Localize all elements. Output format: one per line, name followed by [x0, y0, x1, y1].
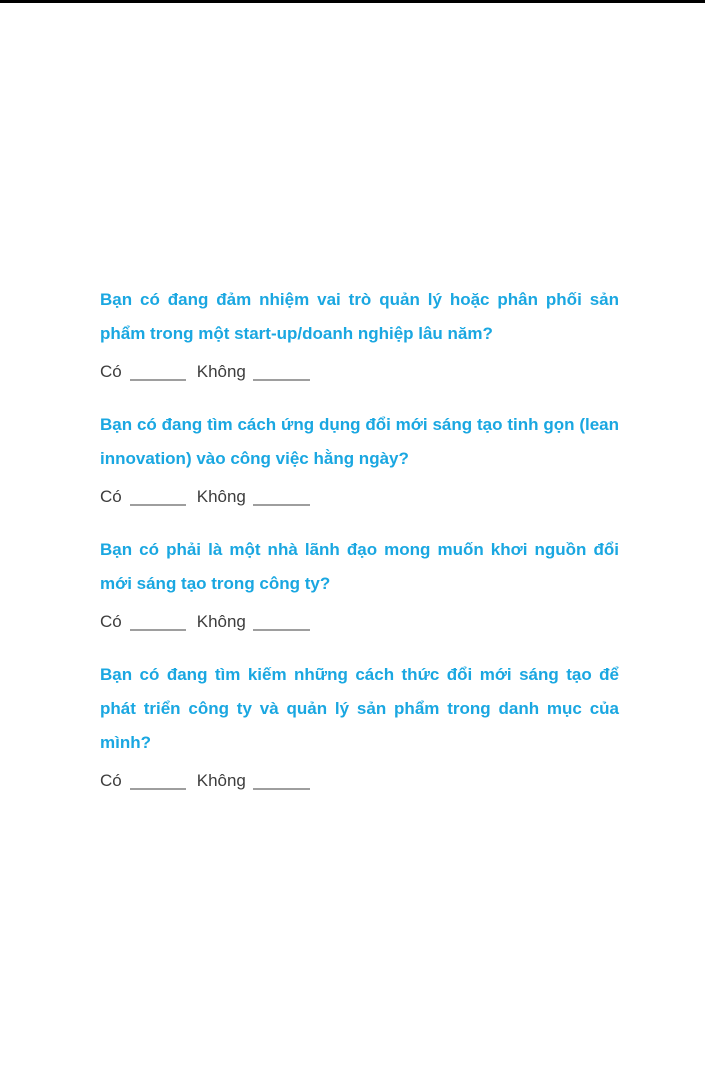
question-text [100, 533, 619, 601]
yes-blank-line [130, 776, 186, 790]
question-line: phẩm trong một start-up/doanh nghiệp lâu năm? [100, 324, 493, 343]
question-line: Bạn có phải là một nhà lãnh đạo mong muốn khơi nguồn đổi [100, 540, 619, 559]
no-blank-line [253, 617, 310, 631]
yes-blank-line [130, 492, 186, 506]
question-line: phát triển công ty và quản lý sản phẩm trong danh mục của [100, 699, 619, 718]
no-label: Không [196, 362, 246, 381]
question-block-3 [100, 533, 619, 639]
answer-row [100, 480, 619, 514]
question-text [100, 283, 619, 351]
question-text [100, 658, 619, 760]
question-line: Bạn có đang đảm nhiệm vai trò quản lý hoặc phân phối sản [100, 290, 619, 309]
question-block-4 [100, 658, 619, 798]
question-line: mới sáng tạo trong công ty? [100, 574, 331, 593]
question-block-2 [100, 408, 619, 514]
yes-label: Có [100, 362, 122, 381]
question-line: innovation) vào công việc hằng ngày? [100, 449, 409, 468]
yes-label: Có [100, 487, 122, 506]
no-label: Không [196, 487, 246, 506]
questionnaire-page [100, 283, 619, 817]
no-blank-line [253, 367, 310, 381]
no-label: Không [196, 771, 246, 790]
answer-row [100, 605, 619, 639]
no-label: Không [196, 612, 246, 631]
answer-row [100, 355, 619, 389]
question-text [100, 408, 619, 476]
yes-label: Có [100, 612, 122, 631]
question-block-1 [100, 283, 619, 389]
yes-label: Có [100, 771, 122, 790]
question-line: Bạn có đang tìm cách ứng dụng đổi mới sáng tạo tinh gọn (lean [100, 415, 619, 434]
no-blank-line [253, 492, 310, 506]
yes-blank-line [130, 367, 186, 381]
answer-row [100, 764, 619, 798]
question-line: mình? [100, 733, 151, 752]
yes-blank-line [130, 617, 186, 631]
no-blank-line [253, 776, 310, 790]
page-top-edge [0, 0, 705, 3]
question-line: Bạn có đang tìm kiếm những cách thức đổi mới sáng tạo để [100, 665, 619, 684]
